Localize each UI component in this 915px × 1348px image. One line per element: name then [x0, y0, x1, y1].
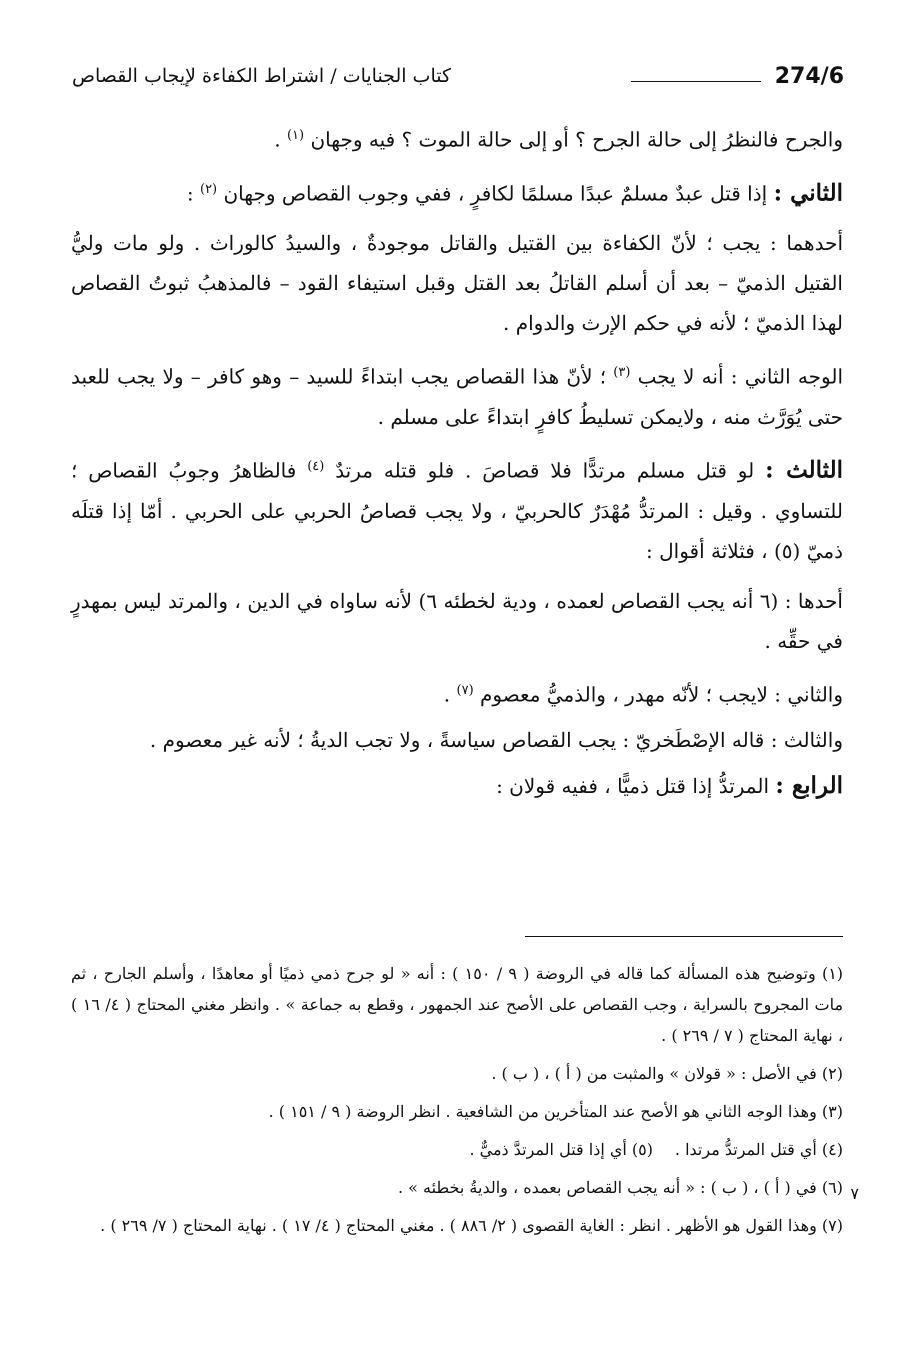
margin-mark: ٧: [850, 1184, 859, 1203]
paragraph: والجرح فالنظرُ إلى حالة الجرح ؟ أو إلى حالة الموت ؟ فيه وجهان $^{(١)}$ .: [274, 127, 843, 152]
paragraph: الثاني : إذا قتل عبدٌ مسلمٌ عبدًا مسلمًا لكافرٍ ، ففي وجوب القصاص وجهان $^{(٢)}$ :: [186, 179, 843, 207]
footnote: (٢) في الأصل : « قولان » والمثبت من ( أ ) ، ( ب ) .: [491, 1064, 843, 1083]
footnote-pair: [71, 1134, 843, 1165]
footnote-ref: (١): [286, 128, 305, 143]
section-lead: الثاني :: [773, 179, 843, 207]
paragraph: والثاني : لايجب ؛ لأنّه مهدر ، والذميُّ معصوم $^{(٧)}$ .: [443, 682, 843, 707]
footnote-separator: [525, 936, 843, 937]
paragraph: أحدها : (٦ أنه يجب القصاص لعمده ، ودية لخطئه ٦) لأنه ساواه في الدين ، والمرتد ليس بمهدرٍ في حقِّه .: [71, 588, 843, 653]
page-number: 274/6: [774, 63, 844, 89]
running-title: كتاب الجنايات / اشتراط الكفاءة لإيجاب القصاص: [72, 65, 452, 87]
footnote-ref: (٣): [613, 365, 631, 381]
paragraph: أحدهما : يجب ؛ لأنّ الكفاءة بين القتيل والقاتل موجودةٌ ، والسيدُ كالوراث . ولو مات وليُّ القتيل الذميّ – بعد أن أسلم القاتلُ بعد القتل وقبل استيفاء القود – فالمذهبُ ثبوتُ القصاص لهذا الذميّ ؛ لأنه في حكم الإرث والدوام .: [71, 231, 843, 336]
footnote: (٧) وهذا القول هو الأظهر . انظر : الغاية القصوى ( ٢/ ٨٨٦ ) . مغني المحتاج ( ٤/ ١٧ ) . نهاية المحتاج ( ٧/ ٢٦٩ ) .: [100, 1216, 843, 1235]
footnote: (٦) في ( أ ) ، ( ب ) : « أنه يجب القصاص بعمده ، والديةُ بخطئه » .: [397, 1178, 843, 1197]
footnote-ref: (٧): [456, 682, 474, 698]
paragraph: الوجه الثاني : أنه لا يجب $^{(٣)}$ ؛ لأنّ هذا القصاص يجب ابتداءً للسيد – وهو كافر – ولا يجب للعبد حتى يُوَرَّث منه ، ولايمكن تسليطُ كافرٍ ابتداءً على مسلم .: [71, 364, 844, 429]
paragraph: الثالث : لو قتل مسلم مرتدًّا فلا قصاصَ . فلو قتله مرتدٌ $^{(٤)}$ فالظاهرُ وجوبُ القصاص ؛ للتساوي . وقيل : المرتدُّ مُهْدَرٌ كالحربيّ ، ولا يجب قصاصُ الحربي على الحربي . أمّا إذا قتلَه ذميّ (٥) ، فثلاثة أقوال :: [71, 456, 844, 563]
footnote-ref: (٤): [307, 458, 325, 474]
section-lead: الرابع :: [775, 772, 843, 800]
footnote: (٤) أي قتل المرتدُّ مرتدا .: [674, 1140, 843, 1159]
paragraph: والثالث : قاله الإصْطَخريّ : يجب القصاص سياسةً ، ولا تجب الديةُ ؛ لأنه غير معصوم .: [149, 728, 843, 753]
footnote-ref: (٢): [199, 181, 218, 197]
header-rule: [631, 81, 761, 82]
section-lead: الثالث :: [765, 456, 844, 484]
footnote: (٥) أي إذا قتل المرتدَّ ذميٌّ .: [469, 1140, 653, 1159]
main-text: [71, 116, 843, 812]
footnote: (١) وتوضيح هذه المسألة كما قاله في الروضة ( ٩ / ١٥٠ ) : أنه « لو جرح ذمي ذميًا أو معاهدًا ، وأسلم الجارح ، ثم مات المجروح بالسراية ، وجب القصاص على الأصح عند الجمهور ، وقطع به جماعة » . وانظر مغني المحتاج ( ٤/ ١٦ ) ، نهاية المحتاج ( ٧ / ٢٦٩ ) .: [71, 964, 844, 1045]
footnote: (٣) وهذا الوجه الثاني هو الأصح عند المتأخرين من الشافعية . انظر الروضة ( ٩ / ١٥١ ) .: [268, 1102, 843, 1121]
paragraph: الرابع : المرتدُّ إذا قتل ذميًّا ، ففيه قولان :: [496, 772, 843, 800]
running-header: [72, 56, 844, 96]
footnotes: [71, 958, 843, 1248]
